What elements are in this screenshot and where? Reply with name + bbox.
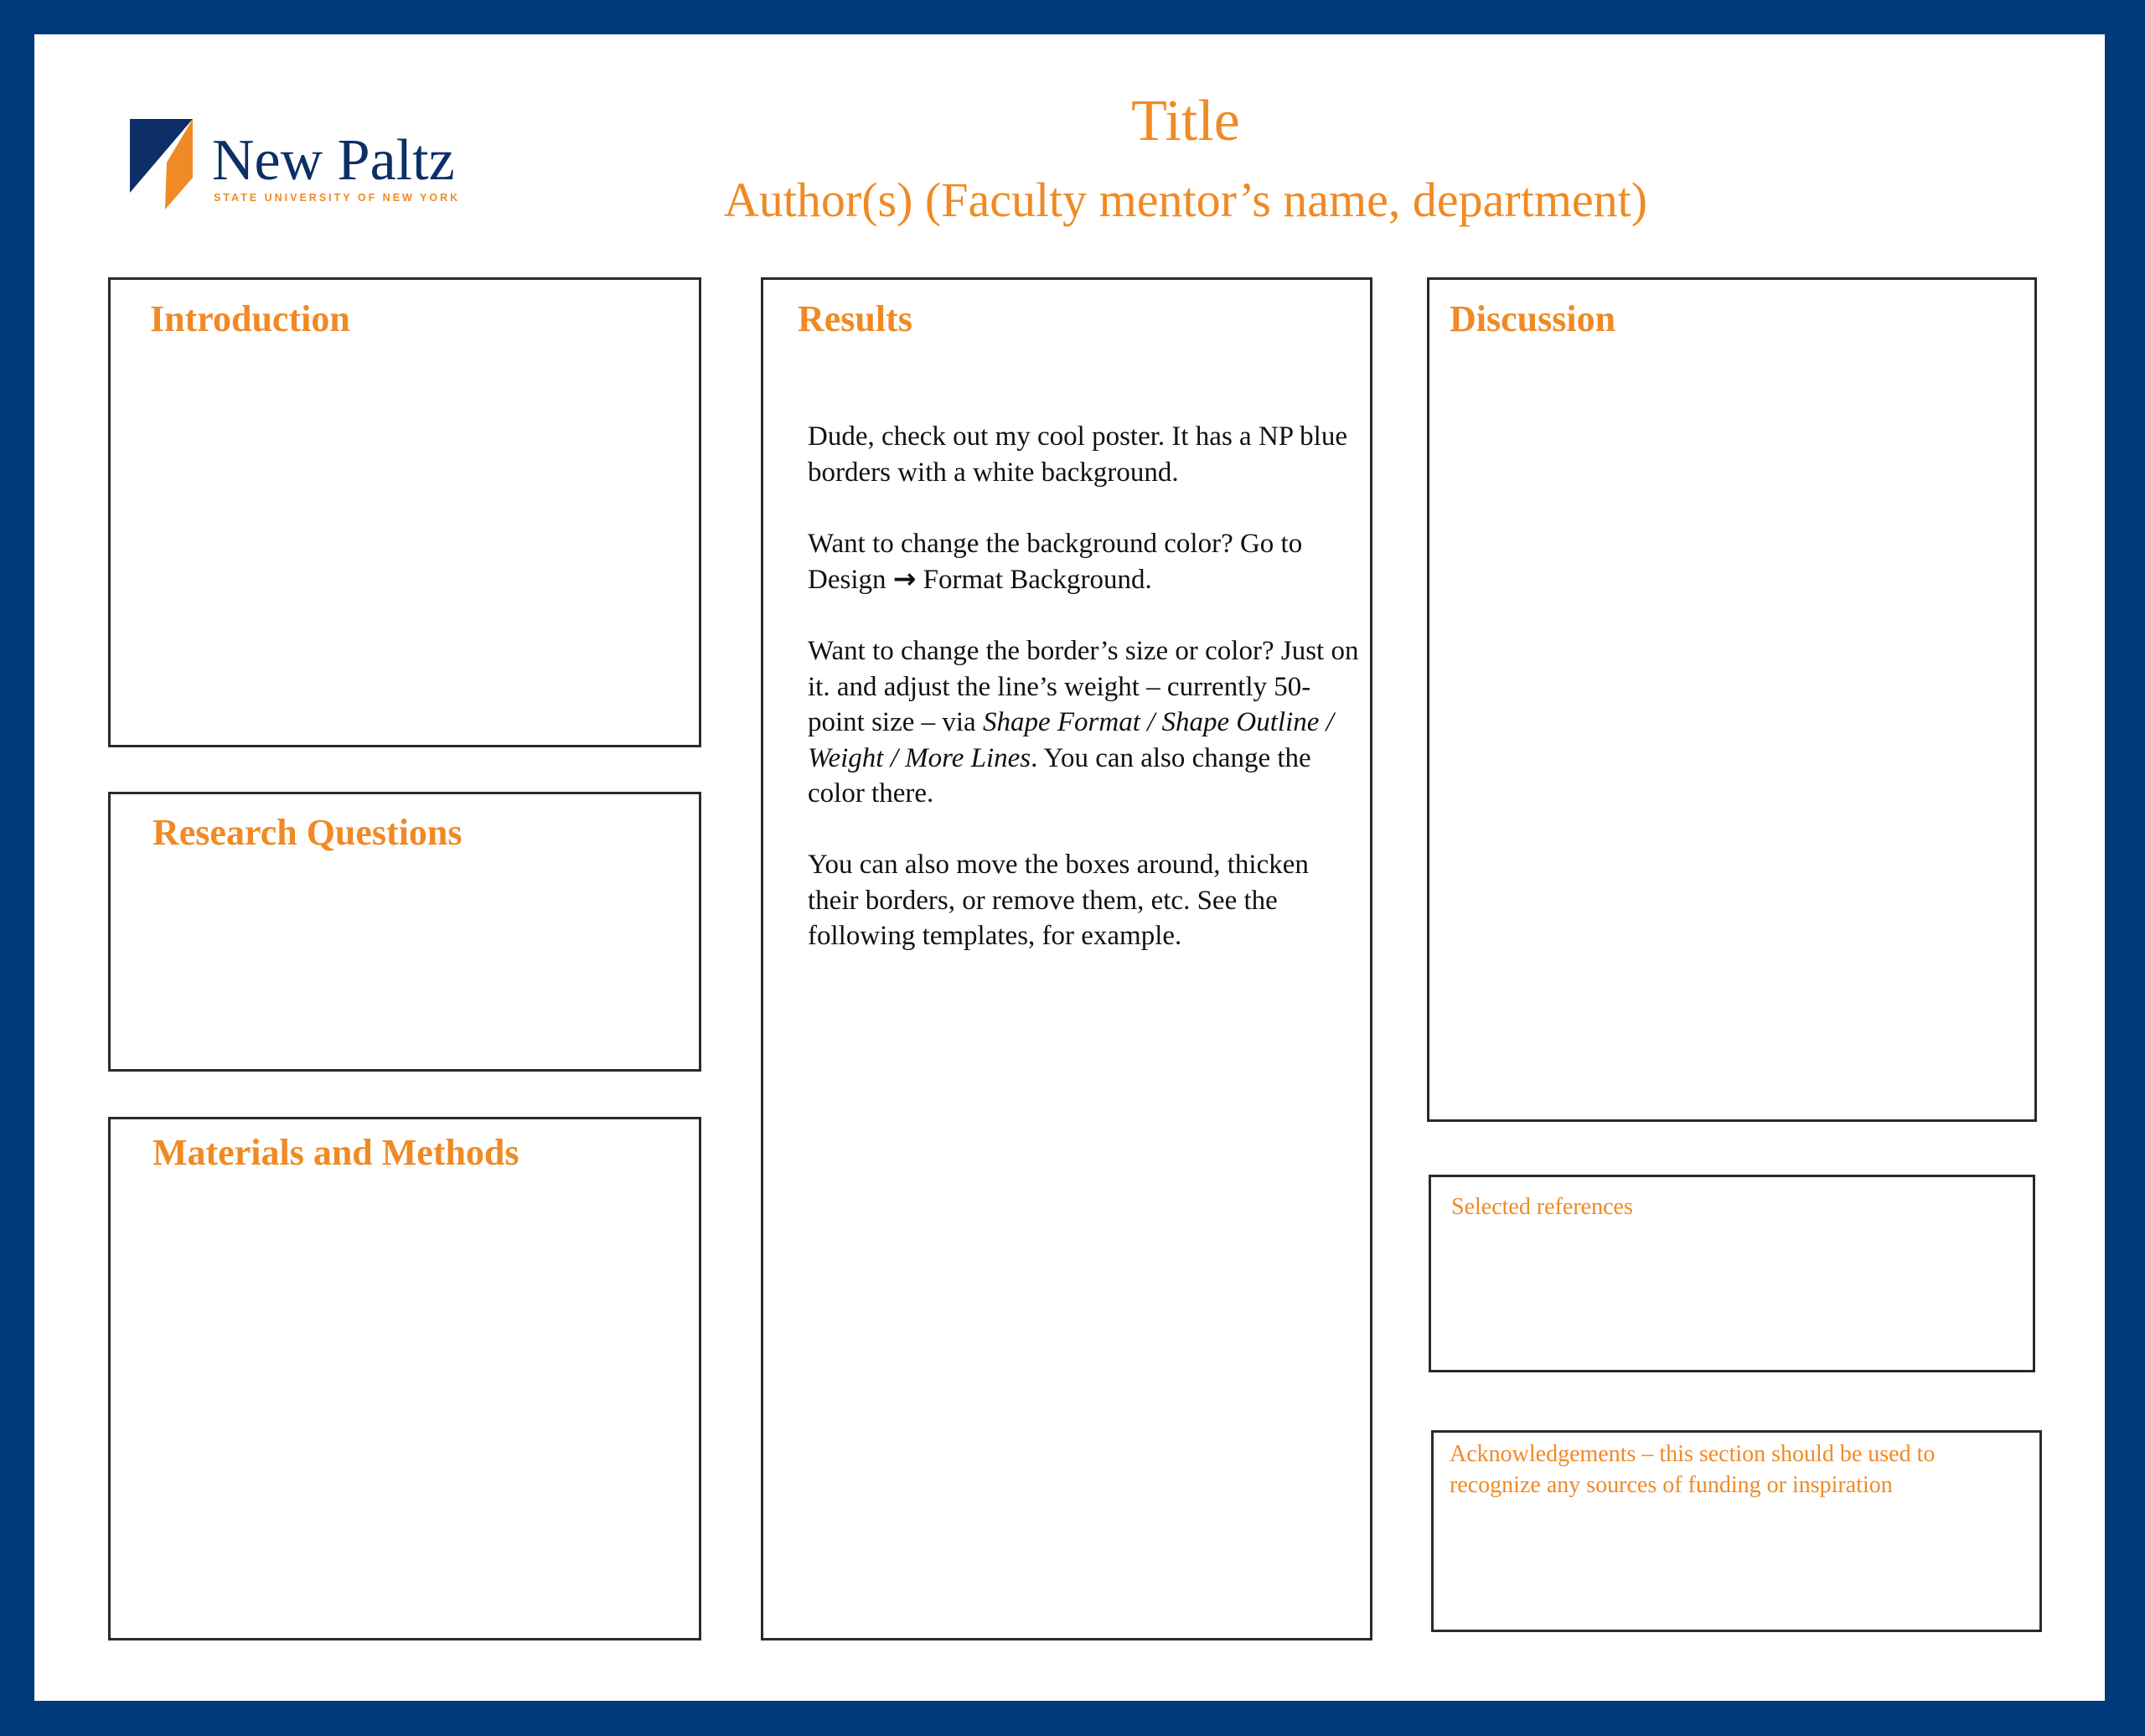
right-arrow-icon: → xyxy=(892,562,917,595)
results-paragraph-4: You can also move the boxes around, thicken their borders, or remove them, etc. See the following templates, for example. xyxy=(808,850,1309,951)
introduction-box xyxy=(108,277,701,747)
logo-subtitle: STATE UNIVERSITY OF NEW YORK xyxy=(214,192,461,204)
results-body-text xyxy=(808,419,1361,989)
results-paragraph-3: Want to change the border’s size or color? Just on it. and adjust the line’s weight – currently 50-point size – via Shape Format / Shape Outline / Weight / More Lines. You can also change the color there. xyxy=(808,636,1359,809)
references-label: Selected references xyxy=(1451,1194,1633,1220)
research-questions-heading: Research Questions xyxy=(152,812,463,853)
discussion-heading: Discussion xyxy=(1450,298,1616,339)
results-heading: Results xyxy=(798,298,912,339)
poster-authors: Author(s) (Faculty mentor’s name, department) xyxy=(723,173,1648,227)
acknowledgements-text: Acknowledgements – this section should be used to recognize any sources of funding or inspiration xyxy=(1450,1441,1936,1498)
results-paragraph-1: Dude, check out my cool poster. It has a NP blue borders with a white background. xyxy=(808,421,1347,488)
discussion-box xyxy=(1427,277,2037,1122)
materials-methods-heading: Materials and Methods xyxy=(152,1132,519,1173)
logo-wordmark: New Paltz xyxy=(212,128,455,193)
results-paragraph-2: Want to change the background color? Go to Design → Format Background. xyxy=(808,528,1303,595)
poster-title: Title xyxy=(1131,89,1240,153)
materials-methods-box xyxy=(108,1117,701,1640)
introduction-heading: Introduction xyxy=(150,298,350,339)
